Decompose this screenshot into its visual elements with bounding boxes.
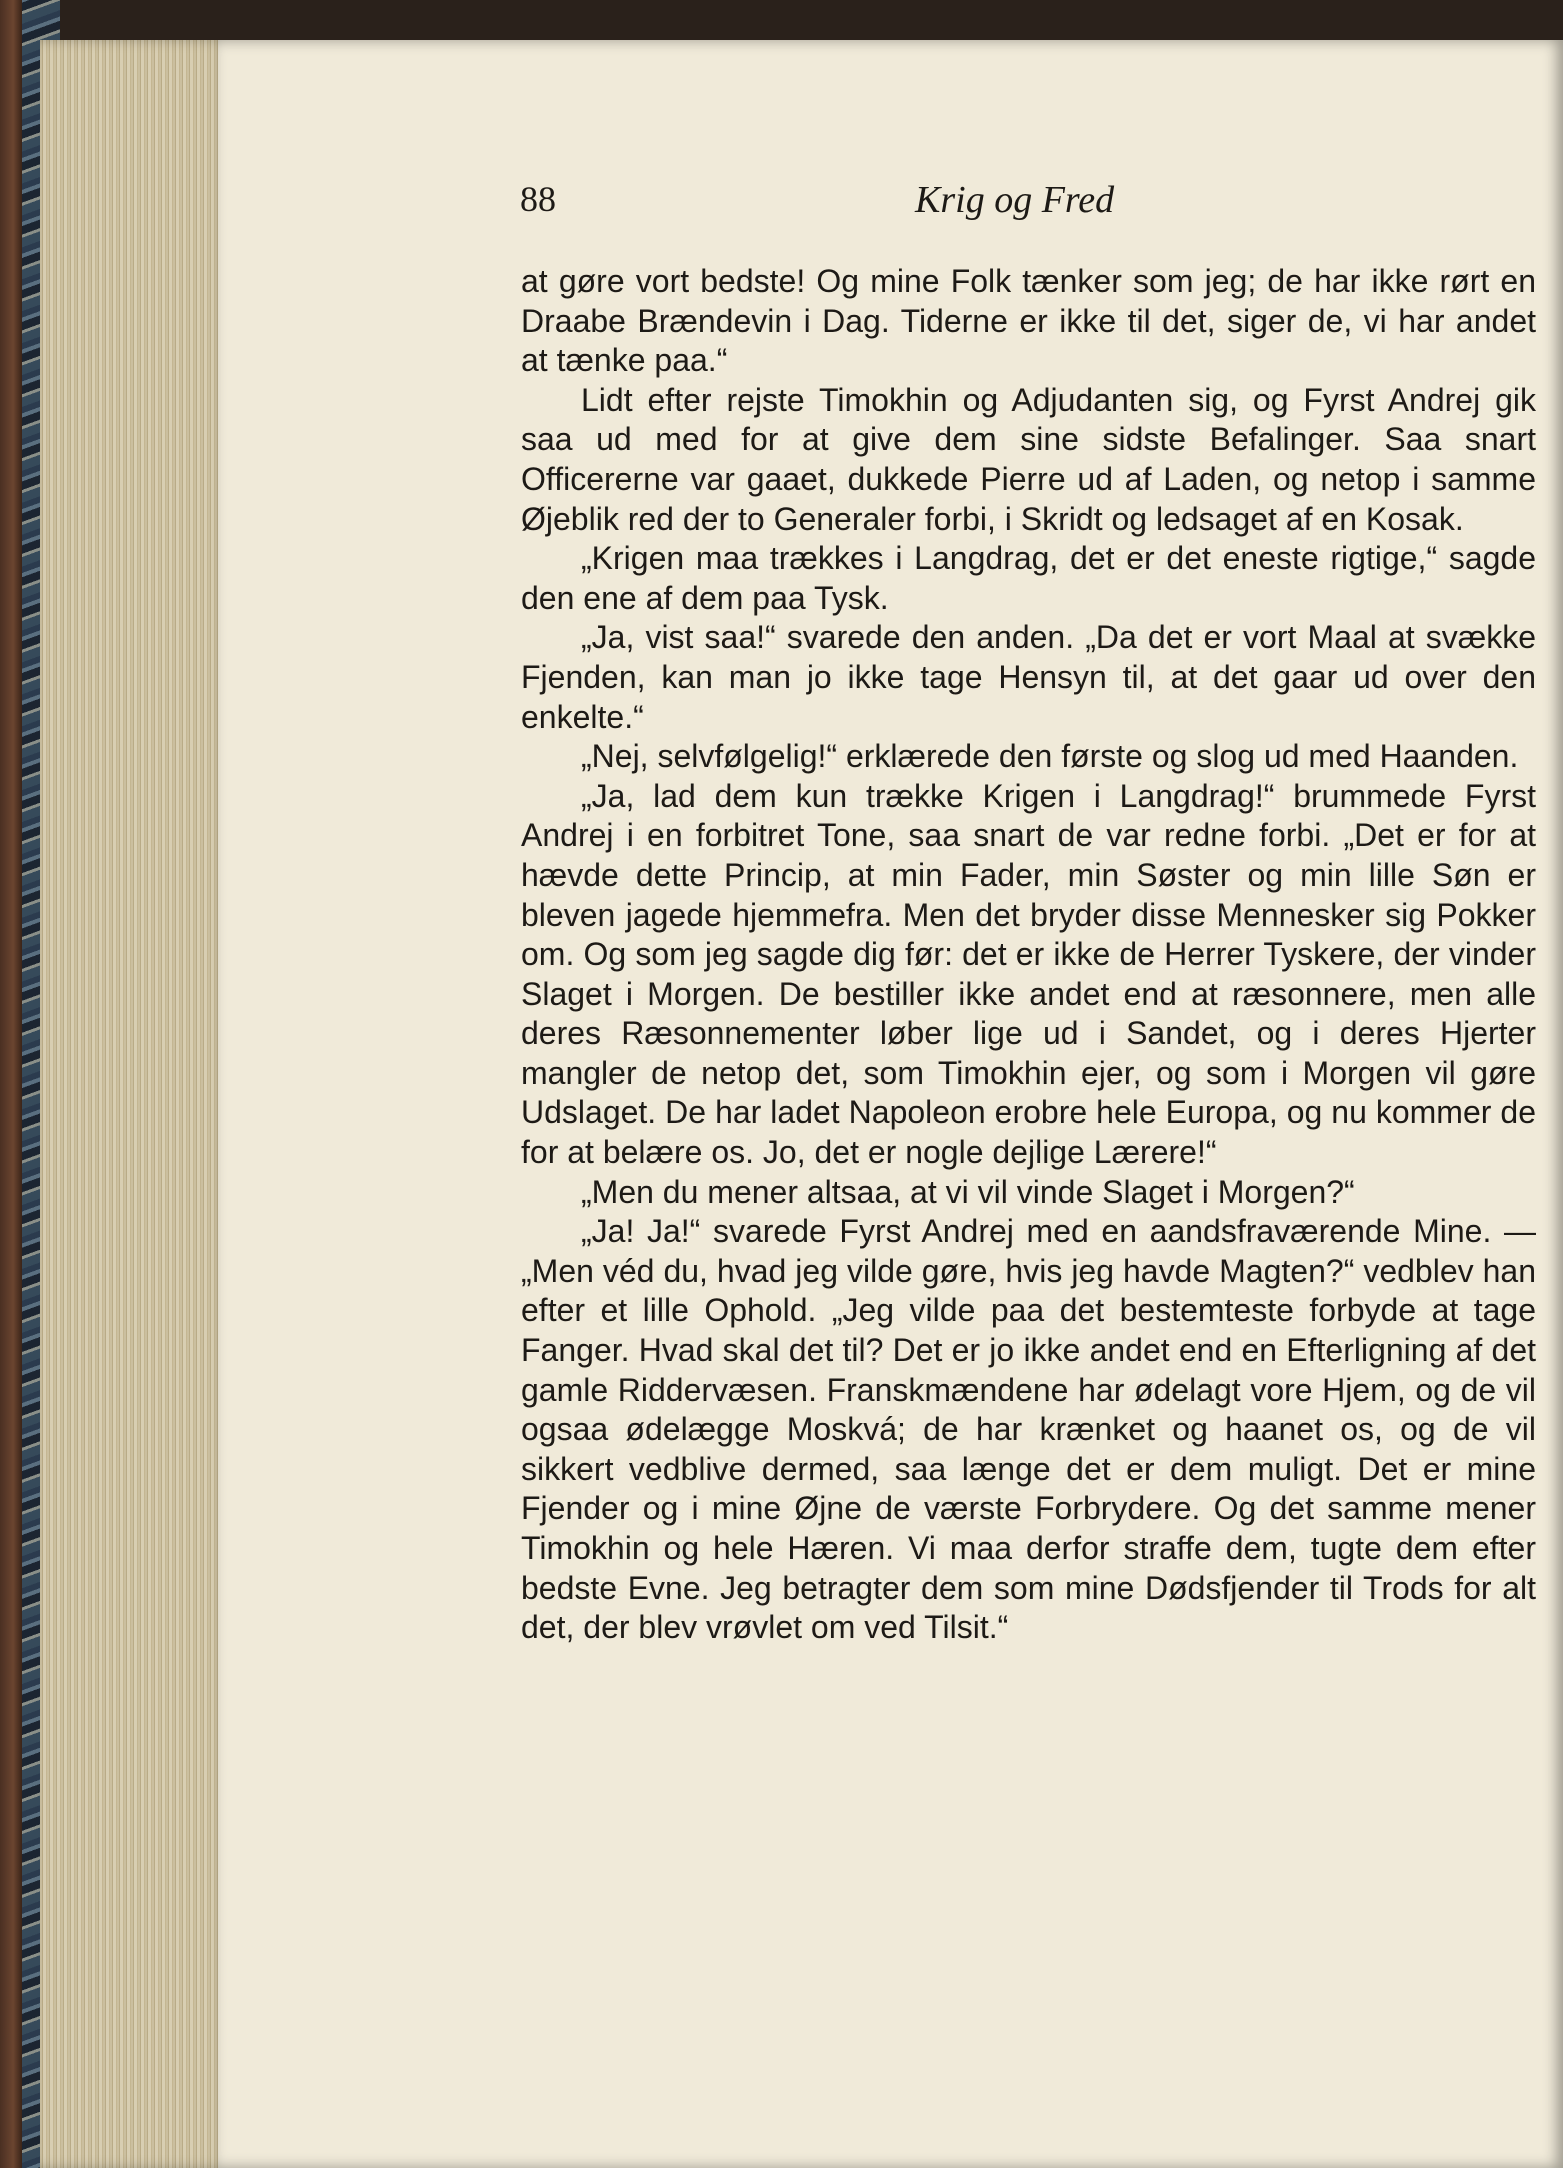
paragraph: „Ja! Ja!“ svarede Fyrst Andrej med en aandsfraværende Mine. — „Men véd du, hvad jeg vilde gøre, hvis jeg havde Magten?“ vedblev han efter et lille Ophold. „Jeg vilde paa det bestemteste forbyde at tage Fanger. Hvad skal det til? Det er jo ikke andet end en Efterligning af det gamle Riddervæsen. Franskmændene har ødelagt vore Hjem, og de vil ogsaa ødelægge Moskvá; de har krænket og haanet os, og de vil sikkert vedblive dermed, saa længe det er dem muligt. Det er mine Fjender og i mine Øjne de værste Forbrydere. Og det samme mener Timokhin og hele Hæren. Vi maa derfor straffe dem, tugte dem efter bedste Evne. Jeg betragter dem som mine Dødsfjender til Trods for alt det, der blev vrøvlet om ved Tilsit.“ xyxy=(521,1213,1536,1646)
paragraph: „Nej, selvfølgelig!“ erklærede den første og slog ud med Haanden. xyxy=(581,738,1519,775)
paragraph: „Ja, vist saa!“ svarede den anden. „Da det er vort Maal at svække Fjenden, kan man jo ikke tage Hensyn til, at det gaar ud over den enkelte.“ xyxy=(521,619,1536,735)
page-number: 88 xyxy=(520,179,556,219)
body-text xyxy=(521,262,1536,1648)
page-edges xyxy=(40,40,230,2168)
paragraph: at gøre vort bedste! Og mine Folk tænker som jeg; de har ikke rørt en Draabe Brændevin i Dag. Tiderne er ikke til det, siger de, vi har andet at tænke paa.“ xyxy=(521,263,1536,379)
book-binding xyxy=(0,0,22,2168)
page-header xyxy=(520,178,1160,228)
paragraph: „Ja, lad dem kun trække Krigen i Langdrag!“ brummede Fyrst Andrej i en forbitret Tone, saa snart de var redne forbi. „Det er for at hævde dette Princip, at min Fader, min Søster og min lille Søn er bleven jagede hjemmefra. Men det bryder disse Mennesker sig Pokker om. Og som jeg sagde dig før: det er ikke de Herrer Tyskere, der vinder Slaget i Morgen. De bestiller ikke andet end at ræsonnere, men alle deres Ræsonnementer løber lige ud i Sandet, og i deres Hjerter mangler de netop det, som Timokhin ejer, og som i Morgen vil gøre Udslaget. De har ladet Napoleon erobre hele Europa, og nu kommer de for at belære os. Jo, det er nogle dejlige Lærere!“ xyxy=(521,777,1536,1171)
paragraph: Lidt efter rejste Timokhin og Adjudanten sig, og Fyrst Andrej gik saa ud med for at give dem sine sidste Befalinger. Saa snart Officererne var gaaet, dukkede Pierre ud af Laden, og netop i samme Øjeblik red der to Generaler forbi, i Skridt og ledsaget af en Kosak. xyxy=(521,381,1536,537)
paragraph: „Men du mener altsaa, at vi vil vinde Slaget i Morgen?“ xyxy=(581,1173,1355,1210)
paragraph: „Krigen maa trækkes i Langdrag, det er det eneste rigtige,“ sagde den ene af dem paa Tysk. xyxy=(521,540,1536,616)
running-title: Krig og Fred xyxy=(915,179,1115,221)
